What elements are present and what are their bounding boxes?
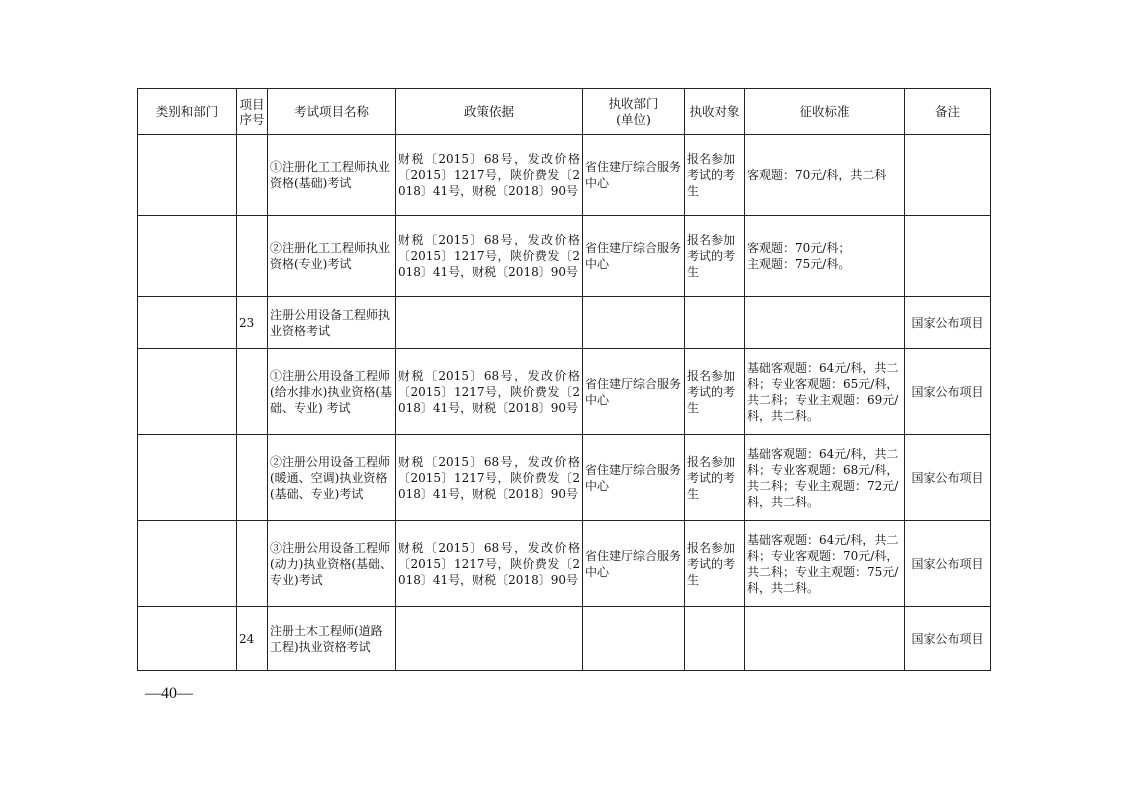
cell-target: 报名参加考试的考生 <box>685 349 745 435</box>
cell-basis <box>396 607 583 671</box>
cell-basis: 财税〔2015〕68号，发改价格〔2015〕1217号，陕价费发〔2018〕41号，财税〔2018〕90号 <box>396 521 583 607</box>
cell-target <box>685 607 745 671</box>
cell-basis: 财税〔2015〕68号，发改价格〔2015〕1217号，陕价费发〔2018〕41号，财税〔2018〕90号 <box>396 349 583 435</box>
cell-seq <box>237 216 268 297</box>
cell-basis: 财税〔2015〕68号，发改价格〔2015〕1217号，陕价费发〔2018〕41号，财税〔2018〕90号 <box>396 216 583 297</box>
header-standard: 征收标准 <box>745 89 905 135</box>
cell-note: 国家公布项目 <box>905 521 991 607</box>
cell-target: 报名参加考试的考生 <box>685 521 745 607</box>
cell-category <box>138 297 237 349</box>
cell-category <box>138 216 237 297</box>
cell-target <box>685 297 745 349</box>
cell-basis: 财税〔2015〕68号，发改价格〔2015〕1217号，陕价费发〔2018〕41号，财税〔2018〕90号 <box>396 435 583 521</box>
table-row <box>138 435 991 521</box>
cell-seq <box>237 349 268 435</box>
cell-standard <box>745 297 905 349</box>
cell-dept <box>583 607 685 671</box>
header-target: 执收对象 <box>685 89 745 135</box>
cell-target: 报名参加考试的考生 <box>685 135 745 216</box>
cell-seq: 24 <box>237 607 268 671</box>
fee-table <box>137 88 991 671</box>
header-note: 备注 <box>905 89 991 135</box>
cell-note: 国家公布项目 <box>905 607 991 671</box>
table-row <box>138 607 991 671</box>
cell-seq <box>237 135 268 216</box>
cell-dept: 省住建厅综合服务中心 <box>583 521 685 607</box>
cell-dept: 省住建厅综合服务中心 <box>583 216 685 297</box>
cell-standard: 基础客观题：64元/科，共二科；专业客观题：65元/科，共二科；专业主观题：69元/科，共二科。 <box>745 349 905 435</box>
cell-note <box>905 135 991 216</box>
cell-basis: 财税〔2015〕68号，发改价格〔2015〕1217号，陕价费发〔2018〕41号，财税〔2018〕90号 <box>396 135 583 216</box>
header-basis: 政策依据 <box>396 89 583 135</box>
cell-target: 报名参加考试的考生 <box>685 435 745 521</box>
table-header-row <box>138 89 991 135</box>
cell-seq: 23 <box>237 297 268 349</box>
cell-seq <box>237 521 268 607</box>
cell-name: ②注册公用设备工程师(暖通、空调)执业资格(基础、专业)考试 <box>268 435 396 521</box>
table-row <box>138 135 991 216</box>
header-name: 考试项目名称 <box>268 89 396 135</box>
cell-category <box>138 607 237 671</box>
cell-target: 报名参加考试的考生 <box>685 216 745 297</box>
cell-category <box>138 435 237 521</box>
cell-note: 国家公布项目 <box>905 349 991 435</box>
cell-name: ③注册公用设备工程师(动力)执业资格(基础、专业)考试 <box>268 521 396 607</box>
cell-category <box>138 349 237 435</box>
cell-category <box>138 521 237 607</box>
cell-standard: 基础客观题：64元/科，共二科；专业客观题：68元/科，共二科；专业主观题：72元/科，共二科。 <box>745 435 905 521</box>
cell-dept: 省住建厅综合服务中心 <box>583 435 685 521</box>
cell-name: ②注册化工工程师执业资格(专业)考试 <box>268 216 396 297</box>
cell-standard: 客观题：70元/科，共二科 <box>745 135 905 216</box>
header-dept: 执收部门 (单位) <box>583 89 685 135</box>
table-row <box>138 297 991 349</box>
table-row <box>138 521 991 607</box>
page-number: —40— <box>145 685 193 702</box>
cell-note: 国家公布项目 <box>905 435 991 521</box>
cell-standard: 基础客观题：64元/科，共二科；专业客观题：70元/科，共二科；专业主观题：75元/科，共二科。 <box>745 521 905 607</box>
table-row <box>138 349 991 435</box>
header-seq: 项目序号 <box>237 89 268 135</box>
cell-note <box>905 216 991 297</box>
cell-name: 注册公用设备工程师执业资格考试 <box>268 297 396 349</box>
header-category: 类别和部门 <box>138 89 237 135</box>
cell-seq <box>237 435 268 521</box>
cell-dept <box>583 297 685 349</box>
table-row <box>138 216 991 297</box>
cell-dept: 省住建厅综合服务中心 <box>583 135 685 216</box>
cell-note: 国家公布项目 <box>905 297 991 349</box>
cell-name: ①注册公用设备工程师(给水排水)执业资格(基础、专业) 考试 <box>268 349 396 435</box>
cell-dept: 省住建厅综合服务中心 <box>583 349 685 435</box>
cell-standard: 客观题：70元/科； 主观题：75元/科。 <box>745 216 905 297</box>
cell-standard <box>745 607 905 671</box>
cell-name: ①注册化工工程师执业资格(基础)考试 <box>268 135 396 216</box>
cell-name: 注册土木工程师(道路工程)执业资格考试 <box>268 607 396 671</box>
cell-basis <box>396 297 583 349</box>
cell-category <box>138 135 237 216</box>
